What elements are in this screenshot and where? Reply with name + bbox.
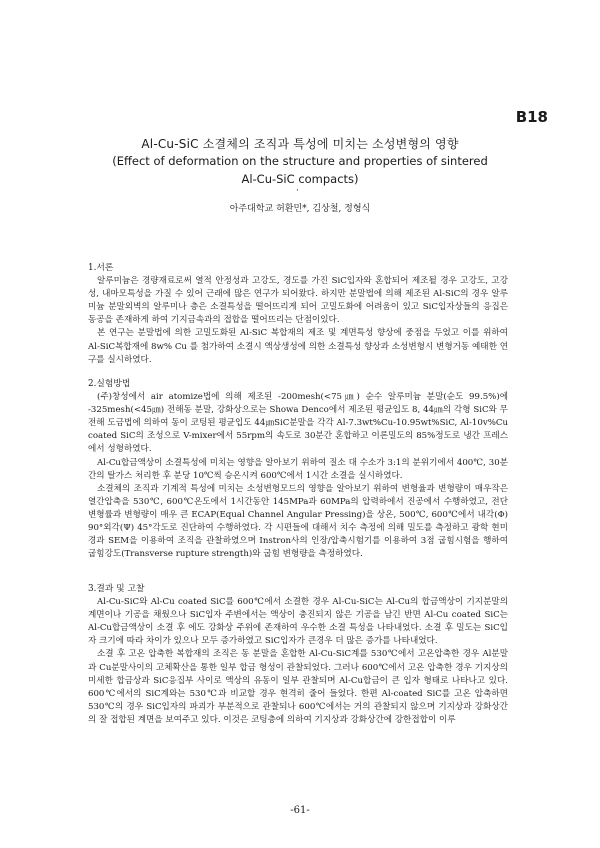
section-methods bbox=[88, 378, 508, 561]
paper-code: B18 bbox=[515, 108, 548, 126]
section-heading: 3.결과 및 고찰 bbox=[88, 584, 145, 594]
paragraph: 본 연구는 분말법에 의한 고밀도화된 Al-SiC 복합재의 제조 및 계면특성 향상에 중점을 두었고 이를 위하여 Al-SiC복합재에 8w% Cu 를 첨가하여 소결시 액상생성에 의한 소결특성 향상과 소성변형시 변형거동 예태한 연구를 실시하였다. bbox=[88, 328, 508, 365]
paragraph: Al-Cu합금액상이 소결특성에 미치는 영향을 알아보기 위하여 질소 대 수소가 3:1의 분위기에서 400℃, 30분간의 탈가스 처리한 후 분당 10℃씩 승온시켜 600℃에서 1시간 소결을 실시하였다. bbox=[88, 457, 508, 481]
paragraph: 소결체의 조직과 기계적 특성에 미치는 소성변형모드의 영향을 알아보기 위하여 변형율과 변형량이 매우작은 열간압축을 530℃, 600℃온도에서 1시간동안 145MPa과 60MPa의 압력하에서 진공에서 수행하였고, 전단 변형률과 변형량이 매우 큰 ECAP(Equal Channel Angular Pressing)을 상온, 500℃, 600℃에서 내각(Φ) 90°외각(Ψ) 45°각도로 진단하여 수행하였다. 각 시편들에 대해서 치수 측정에 의해 밀도를 측정하고 광학 현미경과 SEM을 이용하여 조직을 관찰하였으며 Instron사의 인장/압축시험기를 이용하여 3점 굽힘시험을 행하여 굽힘강도(Transverse rupture strength)와 굽힘 변형량을 측정하였다. bbox=[88, 483, 508, 560]
page-number: -61- bbox=[290, 805, 310, 816]
section-introduction bbox=[88, 262, 508, 367]
paragraph: 알루미늄은 경량재료로써 열적 안정성과 고강도, 경도를 가진 SiC입자와 혼합되어 제조될 경우 고강도, 고강성, 내마모특성을 가질 수 있어 근래에 많은 연구가 되어왔다. 하지만 분말법에 의해 제조된 Al-SiC의 경우 알루미늄 분말외벽의 알루미나 층은 소결특성을 떨어뜨리게 되어 고밀도화에 어려움이 있고 SiC입자상들의 응집은 동공을 존재하게 하여 기지금속과의 접합을 떨어뜨리는 단점이있다. bbox=[88, 276, 508, 326]
section-heading: 1.서론 bbox=[88, 263, 114, 273]
title-korean: Al-Cu-SiC 소결체의 조직과 특성에 미치는 소성변형의 영향 bbox=[141, 137, 459, 151]
separator-dot: · bbox=[296, 186, 299, 196]
section-heading: 2.실험방법 bbox=[88, 379, 131, 389]
section-results bbox=[88, 583, 508, 727]
authors: 아주대학교 허환민*, 김상철, 정형식 bbox=[229, 204, 371, 214]
title-english-line2: Al-Cu-SiC compacts) bbox=[241, 172, 359, 186]
paragraph: (주)창성에서 air atomize법에 의해 제조된 -200mesh(<75㎛) 순수 알루미늄 분말(순도 99.5%)에 -325mesh(<45㎛) 전해동 분말, 강화상으로는 Showa Denco에서 제조된 평균입도 8, 44㎛의 각형 SiC와 무전해 도금법에 의하여 동이 코팅된 평균입도 44㎛SiC분말을 각각 Al-7.3wt%Cu-10.95wt%SiC, Al-10v%Cu coated SiC의 조성으로 V-mixer에서 55rpm의 속도로 30분간 혼합하고 이론밀도의 85%정도로 냉간 프레스에서 성형하였다. bbox=[88, 392, 508, 455]
paragraph: Al-Cu-SiC와 Al-Cu coated SiC를 600℃에서 소결한 경우 Al-Cu-SiC는 Al-Cu의 합금액상이 기지분말의 계면이나 기공을 채웠으나 SiC입자 주변에서는 액상이 충진되지 않은 기공을 남긴 반면 Al-Cu coated SiC는 Al-Cu합금액상이 소결 후 에도 강화상 주위에 존재하여 우수한 소결 특성을 나타내었다. 소결 후 밀도는 SiC입자 크기에 따라 차이가 있으나 모두 증가하였고 SiC입자가 큰경우 더 많은 증가를 나타내었다. bbox=[88, 597, 508, 647]
paragraph: 소결 후 고온 압축한 복합재의 조직은 동 분말을 혼합한 Al-Cu-SiC계를 530℃에서 고온압축한 경우 Al분말과 Cu분말사이의 고체확산을 통한 일부 합금 형성이 관찰되었다. 그러나 600℃에서 고온 압축한 경우 기지상의 미세한 합금상과 SiC응집부 사이로 액상의 유동이 일부 관찰되며 Al-Cu합금이 큰 입자 형태로 나타나고 있다. 600℃에서의 SiC계와는 530℃과 비교할 경우 현격히 줄어 들었다. 한편 Al-coated SiC를 고온 압축하면 530℃의 경우 SiC입자의 파괴가 부분적으로 관찰되나 600℃에서는 거의 관찰되지 않으며 기지상과 강화상간의 잘 접합된 계면을 보여주고 있다. 이것은 코팅층에 의하여 기지상과 강화상간에 강한접합이 이루 bbox=[88, 649, 508, 725]
title-english-line1: (Effect of deformation on the structure and properties of sintered bbox=[112, 154, 488, 168]
